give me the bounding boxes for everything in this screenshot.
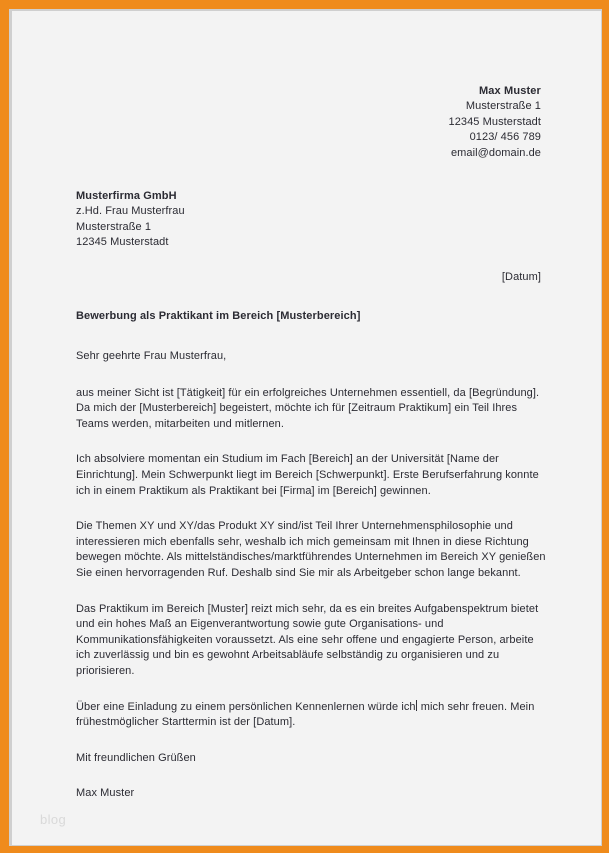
closing-paragraph-after-caret: mich sehr freuen. Mein frühestmöglicher Starttermin ist der [Datum].	[76, 700, 535, 729]
sender-address-block	[449, 84, 541, 161]
body-paragraph-2: Ich absolviere momentan ein Studium im Fach [Bereich] an der Universität [Name der Einrichtung]. Mein Schwerpunkt liegt im Bereich [Schwerpunkt]. Erste Berufserfahrung konnte ich in einem Praktikum als Praktikant bei [Firma] im [Bereich] gewinnen.	[76, 453, 539, 497]
subject-line: Bewerbung als Praktikant im Bereich [Musterbereich]	[76, 310, 361, 322]
letter-content	[12, 11, 601, 845]
body-paragraph-3: Die Themen XY und XY/das Produkt XY sind/ist Teil Ihrer Unternehmensphilosophie und interessieren mich ebenfalls sehr, weshalb ich mich gemeinsam mit Ihnen in diese Richtung bewegen möchte. Als mittelständisches/marktführendes Unternehmen im Bereich XY genießen Sie einen hervorragenden Ruf. Deshalb sind Sie mir als Arbeitgeber schon lange bekannt.	[76, 520, 546, 579]
sender-phone: 0123/ 456 789	[469, 131, 541, 144]
signature-name: Max Muster	[76, 787, 135, 800]
recipient-company: Musterfirma GmbH	[76, 190, 177, 202]
recipient-city: 12345 Musterstadt	[76, 236, 169, 249]
body-paragraph-4: Das Praktikum im Bereich [Muster] reizt mich sehr, da es ein breites Aufgabenspektrum bietet und ein hohes Maß an Eigenverantwortung sowie gute Organisations- und Kommunikationsfähigkeiten voraussetzt. Als eine sehr offene und engagierte Person, arbeite ich zuverlässig und bin es gewohnt Arbeitsabläufe selbständig zu organisieren und zu priorisieren.	[76, 602, 539, 677]
closing-greeting: Mit freundlichen Grüßen	[76, 751, 196, 764]
blog-watermark: blog	[40, 812, 67, 827]
date-field: [Datum]	[501, 271, 541, 283]
recipient-street: Musterstraße 1	[76, 220, 152, 233]
closing-paragraph-before-caret: Über eine Einladung zu einem persönlichen Kennenlernen würde ich	[76, 700, 416, 713]
sender-street: Musterstraße 1	[465, 100, 541, 113]
salutation: Sehr geehrte Frau Musterfrau,	[76, 350, 227, 362]
recipient-address-block	[76, 189, 185, 251]
recipient-attention: z.Hd. Frau Musterfrau	[76, 205, 185, 218]
paper-sheet	[12, 11, 601, 845]
letter-body	[76, 349, 548, 802]
body-paragraph-1: aus meiner Sicht ist [Tätigkeit] für ein erfolgreiches Unternehmen essentiell, da [Begründung]. Da mich der [Musterbereich] begeistert, möchte ich für [Zeitraum Praktikum] ein Teil Ihres Teams werden, mitarbeiten und mitlernen.	[76, 386, 540, 430]
body-paragraph-5	[76, 700, 548, 731]
sender-email: email@domain.de	[450, 146, 541, 159]
sender-name: Max Muster	[478, 85, 541, 97]
sender-city: 12345 Musterstadt	[448, 115, 541, 128]
